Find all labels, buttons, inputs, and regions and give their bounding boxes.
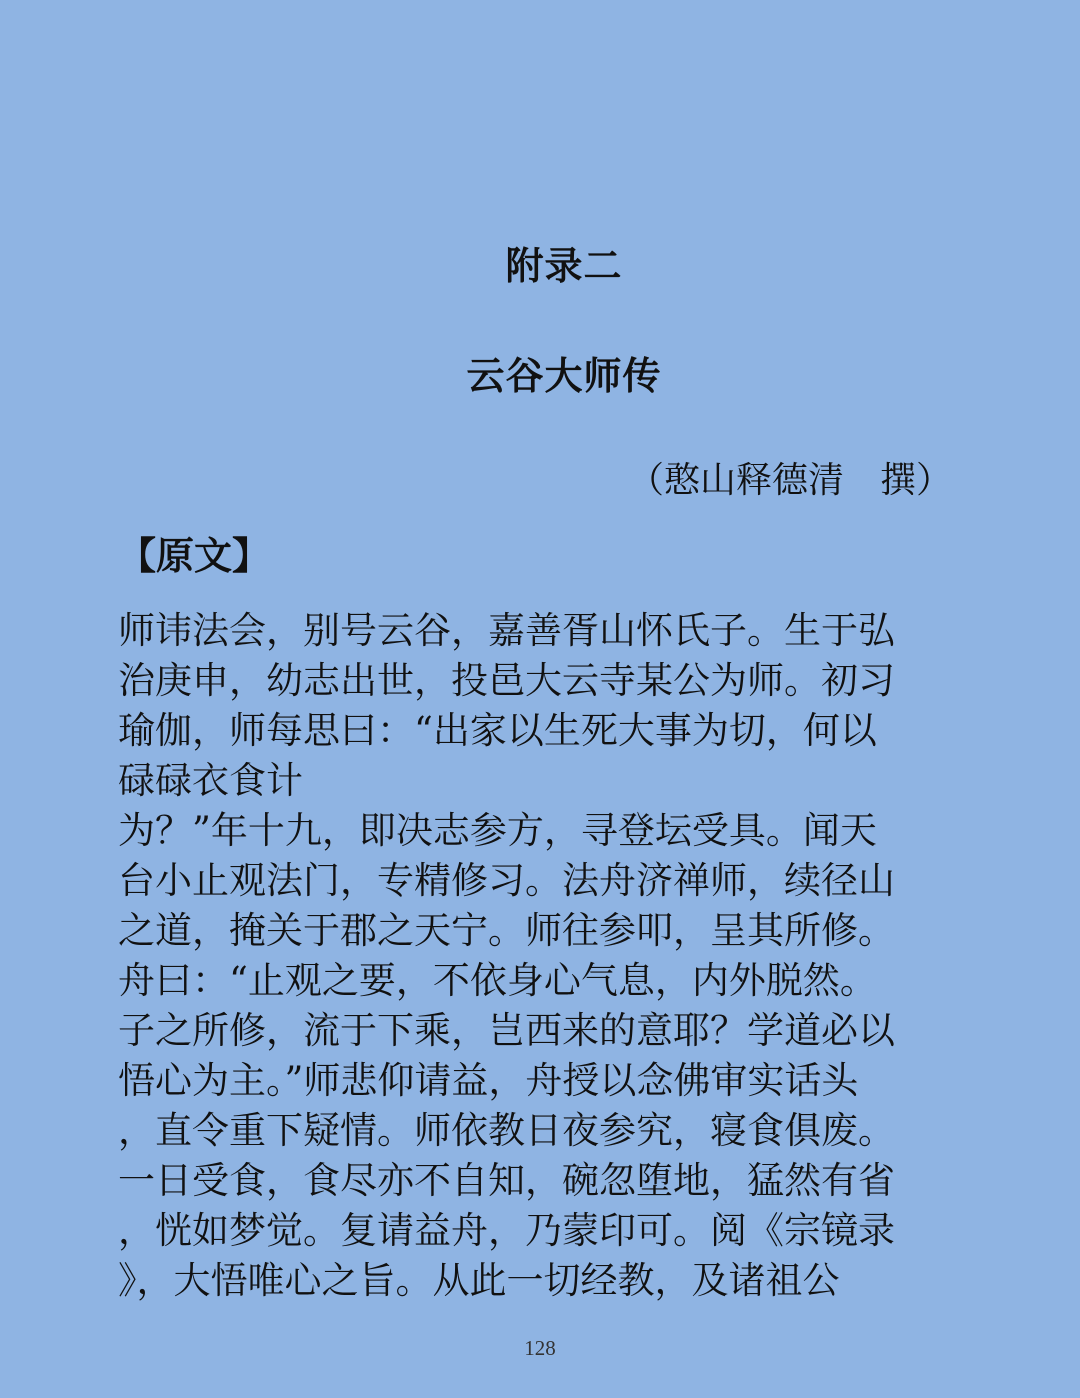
- body-line: 治庚申，幼志出世，投邑大云寺某公为师。初习: [118, 659, 895, 702]
- body-line: ，直令重下疑情。师依教日夜参究，寝食俱废。: [118, 1109, 895, 1152]
- body-line: 》，大悟唯心之旨。从此一切经教，及诸祖公: [118, 1259, 840, 1302]
- chapter-title: 云谷大师传: [466, 354, 662, 398]
- body-line: 瑜伽，师每思曰：“出家以生死大事为切，何以: [118, 709, 877, 752]
- page-number: 128: [524, 1336, 556, 1360]
- body-line: 师讳法会，别号云谷，嘉善胥山怀氏子。生于弘: [118, 609, 895, 652]
- body-text: [118, 606, 948, 1306]
- body-line: 碌碌衣食计: [118, 759, 303, 802]
- section-heading: 【原文】: [118, 534, 271, 578]
- body-line: 之道，掩关于郡之天宁。师往参叩，呈其所修。: [118, 909, 895, 952]
- body-line: 子之所修，流于下乘，岂西来的意耶？学道必以: [118, 1009, 895, 1052]
- body-line: 台小止观法门，专精修习。法舟济禅师，续径山: [118, 859, 895, 902]
- body-line: 一日受食，食尽亦不自知，碗忽堕地，猛然有省: [118, 1159, 895, 1202]
- body-line: ，恍如梦觉。复请益舟，乃蒙印可。阅《宗镜录: [118, 1209, 895, 1252]
- author-attribution: （憨山释德清 撰）: [627, 460, 952, 501]
- body-line: 悟心为主。”师悲仰请益，舟授以念佛审实话头: [118, 1059, 859, 1102]
- body-line: 为？”年十九，即决志参方，寻登坛受具。闻天: [118, 809, 877, 852]
- body-line: 舟曰：“止观之要，不依身心气息，内外脱然。: [118, 959, 877, 1002]
- appendix-title: 附录二: [505, 244, 623, 288]
